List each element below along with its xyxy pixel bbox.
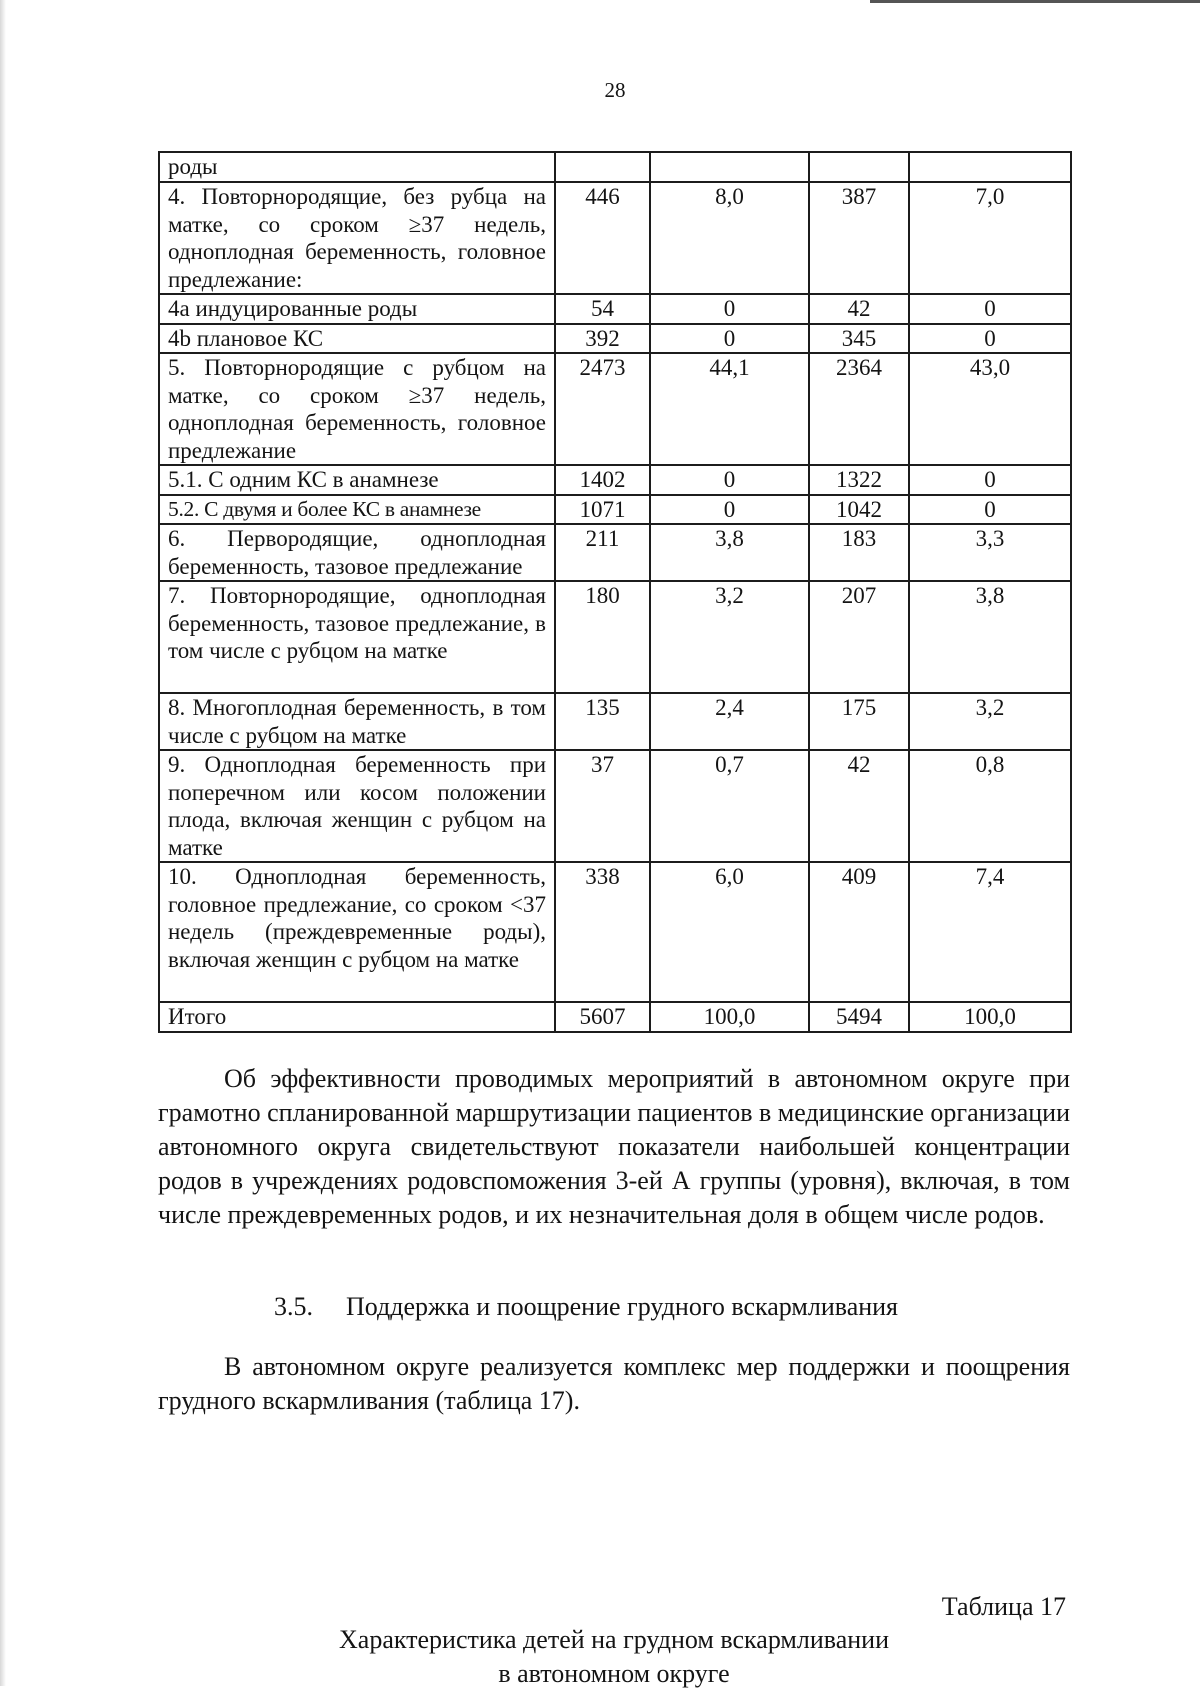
scan-edge	[0, 0, 6, 1686]
paragraph: Об эффективности проводимых мероприятий в автономном округе при грамотно спланированной маршрутизации пациентов в медицинские организации автономного округа свидетельствуют показатели наибольшей концентрации родов в учреждениях родовспоможения 3-ей А группы (уровня), включая, в том числе преждевременных родов, и их незначительная доля в общем числе родов.	[158, 1064, 1070, 1229]
cell-value: 392	[555, 324, 650, 354]
robson-groups-table	[158, 151, 1072, 1033]
row-label: 4b плановое КС	[159, 324, 555, 354]
cell-value: 100,0	[650, 1002, 809, 1032]
table-row	[159, 294, 1071, 324]
cell-value: 2,4	[650, 693, 809, 750]
row-label: 6. Первородящие, одноплодная беременность, тазовое предлежание	[159, 524, 555, 581]
cell-value: 183	[809, 524, 909, 581]
cell-value: 345	[809, 324, 909, 354]
scan-edge	[870, 0, 1200, 3]
cell-value: 5607	[555, 1002, 650, 1032]
cell-value: 0	[650, 465, 809, 495]
section-title: Поддержка и поощрение грудного вскармливания	[346, 1292, 899, 1321]
cell-value: 338	[555, 862, 650, 1002]
cell-value: 0	[650, 324, 809, 354]
cell-value: 44,1	[650, 353, 809, 465]
cell-value: 175	[809, 693, 909, 750]
row-label: 5.2. С двумя и более КС в анамнезе	[159, 495, 555, 525]
caption-line: Характеристика детей на грудном вскармливании	[339, 1625, 889, 1654]
section-number: 3.5.	[274, 1292, 313, 1321]
cell-value: 3,2	[650, 581, 809, 693]
table-total-row	[159, 1002, 1071, 1032]
cell-value: 387	[809, 182, 909, 294]
row-label: 7. Повторнородящие, одноплодная беременность, тазовое предлежание, в том числе с рубцом на матке	[159, 581, 555, 693]
cell-value: 135	[555, 693, 650, 750]
table-row	[159, 324, 1071, 354]
cell-value: 2473	[555, 353, 650, 465]
cell-value: 0	[909, 324, 1071, 354]
page-number: 28	[604, 78, 626, 102]
row-label: 8. Многоплодная беременность, в том числе с рубцом на матке	[159, 693, 555, 750]
cell-value	[909, 152, 1071, 182]
cell-value: 1402	[555, 465, 650, 495]
table-row	[159, 693, 1071, 750]
cell-value: 3,2	[909, 693, 1071, 750]
cell-value: 180	[555, 581, 650, 693]
cell-value: 1071	[555, 495, 650, 525]
table-row	[159, 465, 1071, 495]
paragraph: В автономном округе реализуется комплекс мер поддержки и поощрения грудного вскармливания (таблица 17).	[158, 1352, 1070, 1415]
cell-value: 409	[809, 862, 909, 1002]
cell-value: 3,8	[650, 524, 809, 581]
cell-value: 42	[809, 750, 909, 862]
cell-value: 207	[809, 581, 909, 693]
row-label: 4a индуцированные роды	[159, 294, 555, 324]
cell-value	[555, 152, 650, 182]
cell-value	[650, 152, 809, 182]
cell-value: 42	[809, 294, 909, 324]
table-row	[159, 182, 1071, 294]
table-caption	[158, 1623, 1070, 1691]
table-row	[159, 495, 1071, 525]
cell-value: 8,0	[650, 182, 809, 294]
row-label: 10. Одноплодная беременность, головное предлежание, со сроком <37 недель (преждевременные роды), включая женщин с рубцом на матке	[159, 862, 555, 1002]
cell-value: 0	[650, 495, 809, 525]
cell-value: 6,0	[650, 862, 809, 1002]
section-heading	[274, 1292, 898, 1322]
table-row	[159, 353, 1071, 465]
cell-value: 1042	[809, 495, 909, 525]
table-row	[159, 524, 1071, 581]
cell-value: 0	[650, 294, 809, 324]
cell-value: 37	[555, 750, 650, 862]
caption-line: в автономном округе	[498, 1659, 730, 1688]
cell-value: 54	[555, 294, 650, 324]
cell-value	[809, 152, 909, 182]
cell-value: 3,3	[909, 524, 1071, 581]
cell-value: 0	[909, 495, 1071, 525]
cell-value: 2364	[809, 353, 909, 465]
cell-value: 0,7	[650, 750, 809, 862]
cell-value: 7,0	[909, 182, 1071, 294]
row-label: 9. Одноплодная беременность при поперечном или косом положении плода, включая женщин с рубцом на матке	[159, 750, 555, 862]
cell-value: 211	[555, 524, 650, 581]
row-label: роды	[159, 152, 555, 182]
cell-value: 1322	[809, 465, 909, 495]
cell-value: 5494	[809, 1002, 909, 1032]
cell-value: 446	[555, 182, 650, 294]
cell-value: 3,8	[909, 581, 1071, 693]
table-row	[159, 152, 1071, 182]
table-label: Таблица 17	[941, 1592, 1066, 1621]
row-label: 4. Повторнородящие, без рубца на матке, со сроком ≥37 недель, одноплодная беременность, головное предлежание:	[159, 182, 555, 294]
cell-value: 7,4	[909, 862, 1071, 1002]
table-row	[159, 581, 1071, 693]
cell-value: 100,0	[909, 1002, 1071, 1032]
table-row	[159, 862, 1071, 1002]
table-row	[159, 750, 1071, 862]
cell-value: 0,8	[909, 750, 1071, 862]
cell-value: 0	[909, 294, 1071, 324]
row-label: Итого	[159, 1002, 555, 1032]
row-label: 5. Повторнородящие с рубцом на матке, со сроком ≥37 недель, одноплодная беременность, головное предлежание	[159, 353, 555, 465]
cell-value: 43,0	[909, 353, 1071, 465]
cell-value: 0	[909, 465, 1071, 495]
row-label: 5.1. С одним КС в анамнезе	[159, 465, 555, 495]
